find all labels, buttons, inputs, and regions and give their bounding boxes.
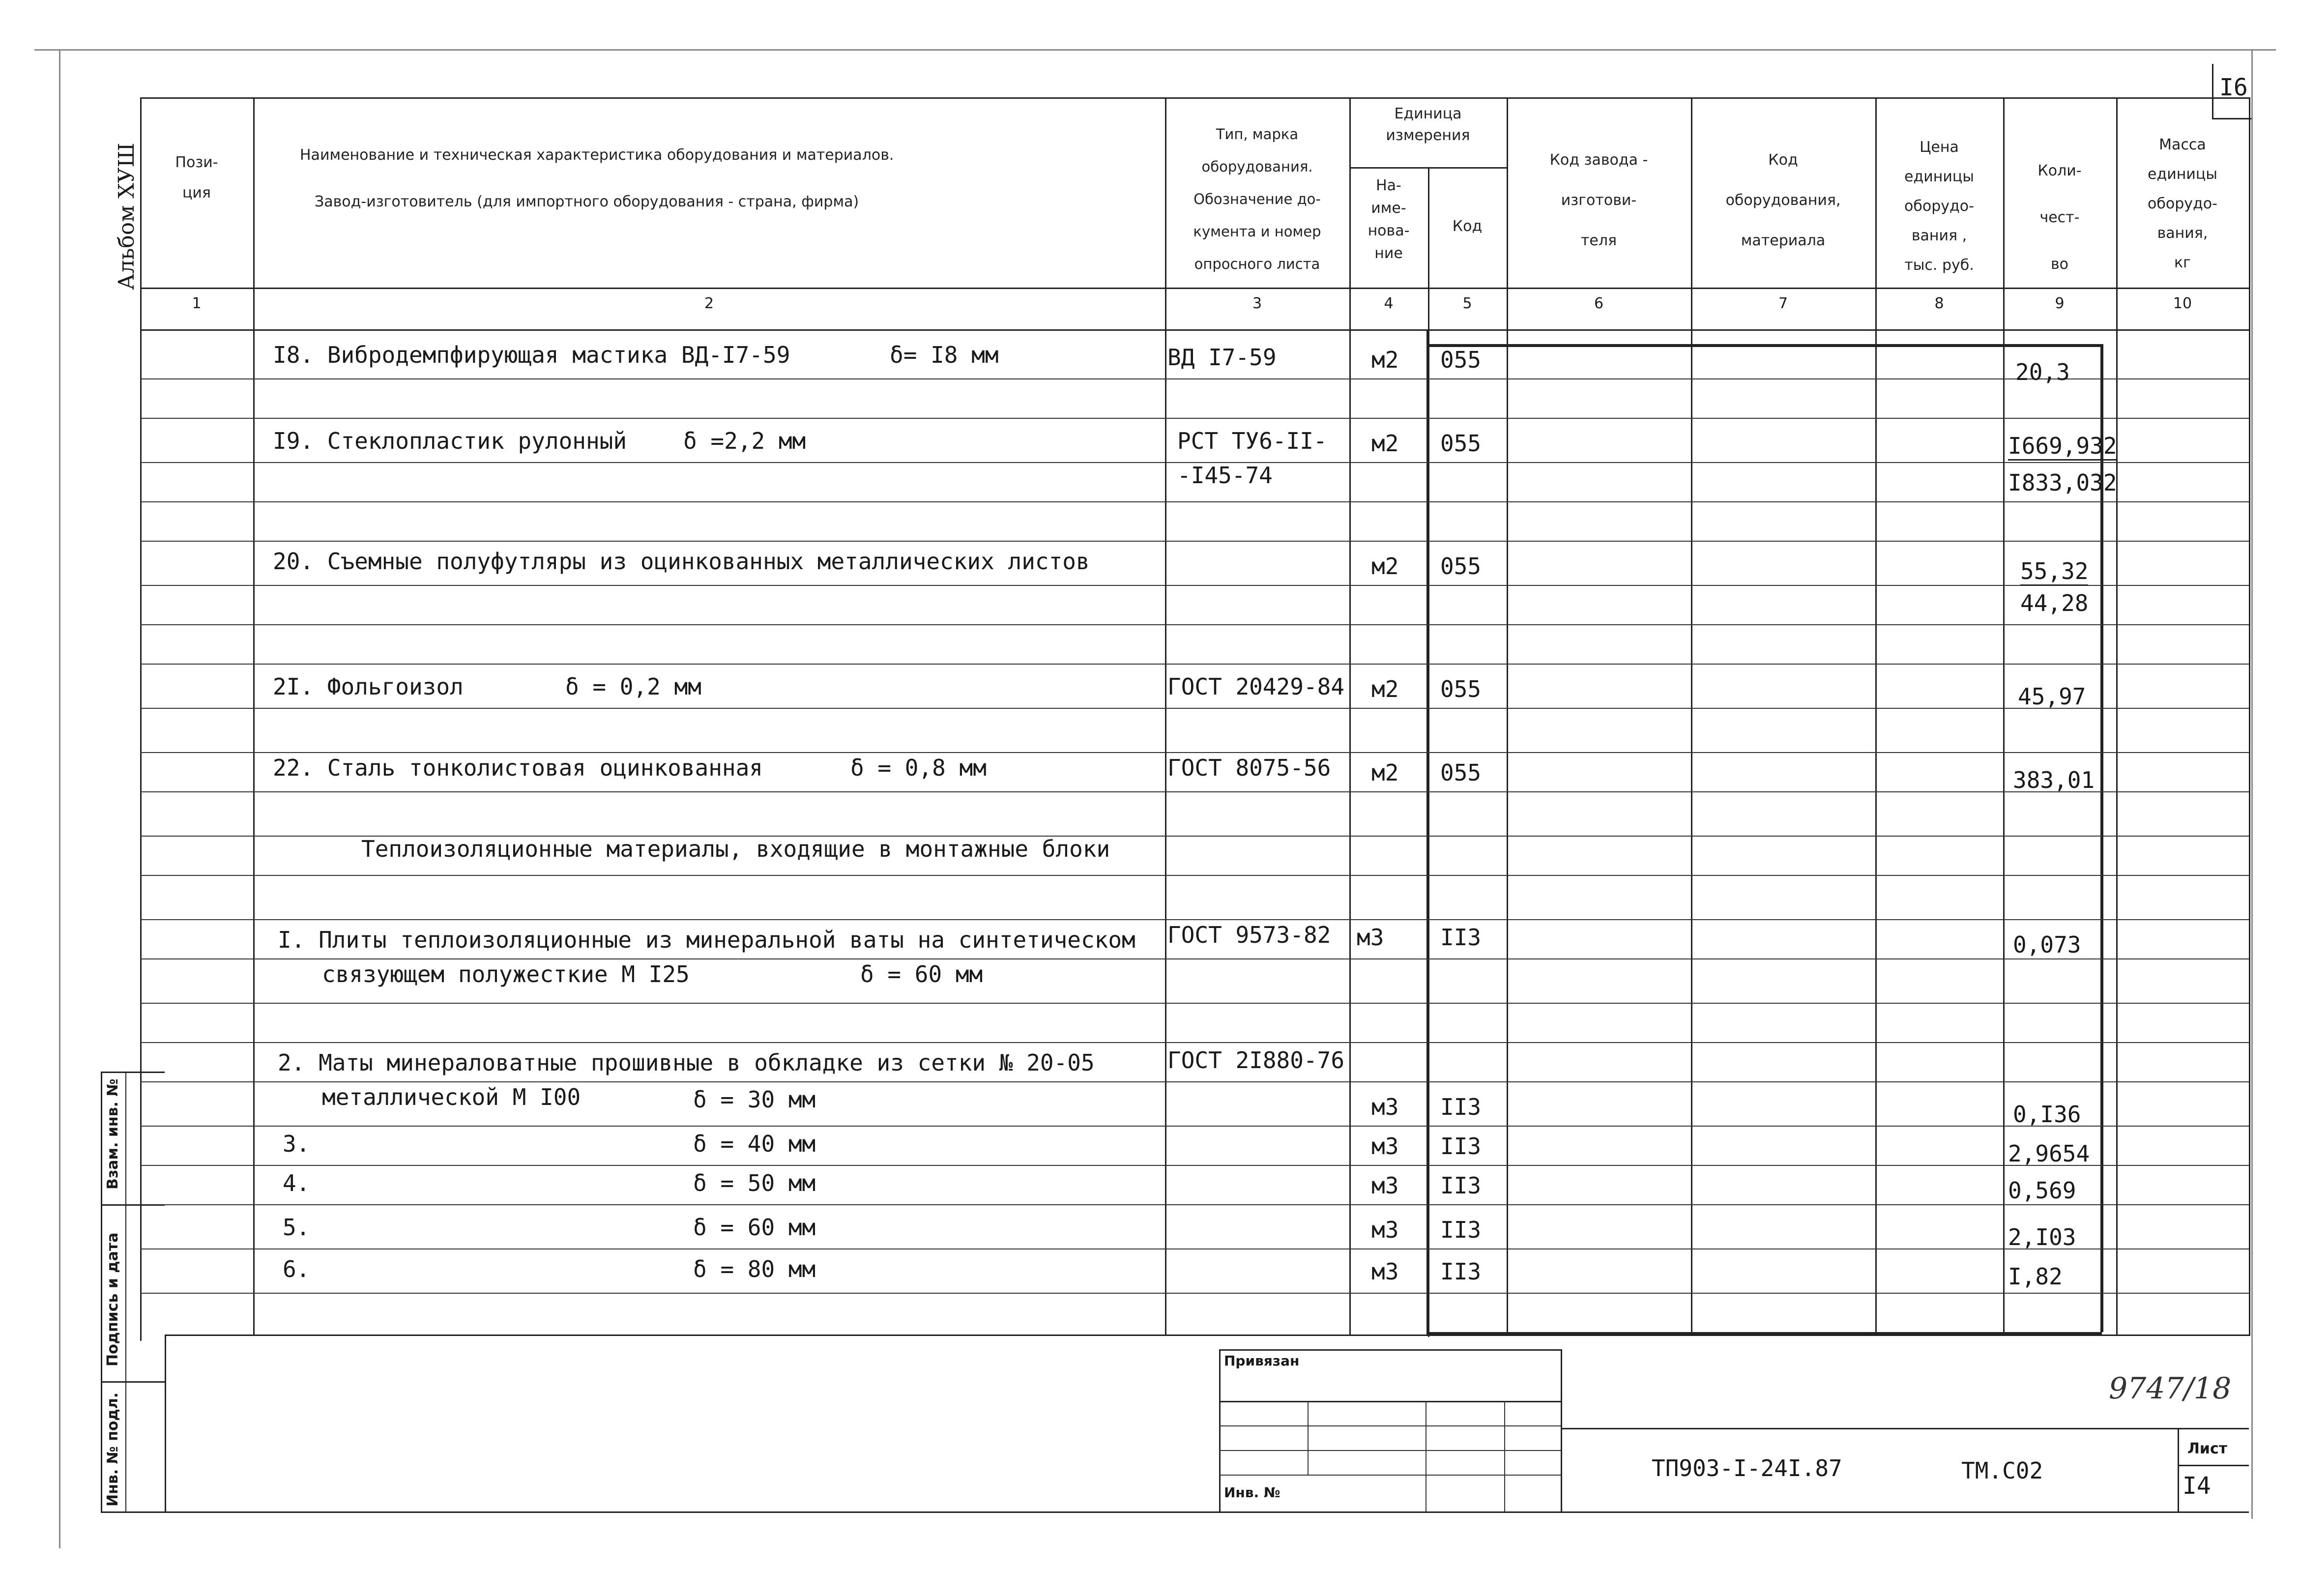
stamp-inv-orig: Инв. № подл. [104,1392,121,1507]
table-row-doc: ГОСТ 2I880-76 [1167,1047,1345,1074]
header-unit-code: Код [1452,218,1483,235]
header-name-line2: Завод-изготовитель (для импортного оборудования - страна, фирма) [315,193,859,210]
sheet-label: Лист [2187,1440,2228,1457]
table-row-code: 055 [1440,676,1482,702]
table-row-unit: м3 [1371,1133,1399,1160]
header-mass: Масса единицы оборудо- вания, кг [2148,136,2217,271]
table-row-unit: м2 [1371,430,1399,457]
table-row-qty: 0,I36 [2013,1101,2081,1128]
table-row-doc: ГОСТ 20429-84 [1167,673,1345,700]
header-type: Тип, марка оборудования. Обозначение до- кумента и номер опросного листа [1193,126,1321,272]
table-row-code: 055 [1440,553,1482,580]
table-row-code: 055 [1440,759,1482,786]
table-row-delta: δ = 0,2 мм [565,673,701,700]
table-row-code: II3 [1440,924,1482,951]
table-row-doc-2: -I45-74 [1177,462,1273,489]
table-row-unit: м3 [1357,924,1384,951]
table-row-unit: м2 [1371,759,1399,786]
table-row-doc: ВД I7-59 [1167,344,1277,371]
table-row-code: II3 [1440,1133,1482,1160]
header-unit-group: Единица измерения [1386,105,1470,144]
col-number-9: 9 [2055,295,2065,312]
table-row-delta: δ = 30 мм [693,1086,816,1113]
table-row-qty-2: I833,032 [2008,469,2117,496]
table-row-qty: I669,932 [2008,433,2117,461]
table-row-unit: м2 [1371,676,1399,702]
col-number-2: 2 [704,295,714,312]
table-row-unit: м3 [1371,1094,1399,1120]
table-row-code: 055 [1440,430,1482,457]
stamp-sign-date: Подпись и дата [104,1232,121,1366]
header-price: Цена единицы оборудо- вания , тыс. руб. [1904,139,1974,274]
table-row-delta: δ = 50 мм [693,1170,816,1196]
table-row-name: I9. Стеклопластик рулонный [273,428,627,454]
table-row-name: 5. [283,1214,310,1241]
table-row-qty: 2,9654 [2008,1140,2090,1167]
table-row-name-2: связующем полужесткие М I25 [322,961,690,987]
table-row-name: 3. [283,1131,310,1157]
col-number-6: 6 [1594,295,1604,312]
table-row-qty: 383,01 [2013,767,2095,793]
col-number-1: 1 [192,295,202,312]
table-row-code: II3 [1440,1217,1482,1243]
table-row-delta: δ = 60 мм [860,961,983,987]
col-number-8: 8 [1934,295,1944,312]
table-row-name: 22. Сталь тонколистовая оцинкованная [273,754,763,781]
table-row-code: 055 [1440,347,1482,373]
header-factory-code: Код завода - изготови- теля [1549,151,1648,249]
sheet-page: I4 [2183,1472,2211,1500]
col-number-10: 10 [2173,295,2192,312]
table-row-unit: м3 [1371,1258,1399,1285]
col-number-7: 7 [1778,295,1788,312]
table-row-doc: ГОСТ 9573-82 [1167,922,1331,948]
bound-label: Привязан [1224,1353,1300,1369]
table-row-name: 2. Маты минераловатные прошивные в обкладке из сетки № 20-05 [278,1049,1095,1076]
table-row-qty: 55,32 [2020,558,2088,586]
table-row-qty: 0,073 [2013,931,2081,958]
table-row-qty: I,82 [2008,1263,2063,1290]
col-number-5: 5 [1462,295,1472,312]
table-row-name: 6. [283,1256,310,1282]
table-row-name: металлической М I00 [322,1084,581,1110]
table-row-code: II3 [1440,1258,1482,1285]
handwritten-number: 9747/18 [2109,1371,2232,1406]
mark-code: ТМ.С02 [1961,1457,2043,1484]
header-equip-code: Код оборудования, материала [1725,151,1841,249]
table-row-delta: δ = 40 мм [693,1131,816,1157]
album-label: Альбом ХУШ [114,143,139,290]
table-row-name: 4. [283,1170,310,1196]
col-number-3: 3 [1252,295,1262,312]
table-row-delta: δ= I8 мм [890,342,999,368]
table-row-qty: 20,3 [2015,359,2070,385]
table-row-unit: м2 [1371,347,1399,373]
table-row-delta: δ = 0,8 мм [850,754,987,781]
header-unit-name: На- име- нова- ние [1368,177,1410,262]
inv-number-label: Инв. № [1224,1484,1280,1501]
table-row-code: II3 [1440,1172,1482,1199]
table-row-qty: 2,I03 [2008,1224,2076,1250]
table-row-doc: РСТ ТУ6-II- [1177,428,1327,454]
table-row-name: I8. Вибродемпфирующая мастика ВД-I7-59 [273,342,790,368]
table-row-name: I. Плиты теплоизоляционные из минеральной ваты на синтетическом [278,927,1135,953]
table-row-qty-2: 44,28 [2020,590,2089,616]
header-name-line1: Наименование и техническая характеристика оборудования и материалов. [300,146,894,164]
table-row-delta: δ = 60 мм [693,1214,816,1241]
table-row-qty: 0,569 [2008,1177,2076,1204]
header-qty: Коли- чест- во [2037,162,2082,273]
table-row-qty: 45,97 [2018,683,2086,710]
doc-code: ТП903-I-24I.87 [1652,1455,1842,1481]
table-row-unit: м3 [1371,1217,1399,1243]
sheet-number: I6 [2219,74,2248,101]
table-row-doc: ГОСТ 8075-56 [1167,754,1331,781]
table-row-name: 20. Съемные полуфутляры из оцинкованных металлических листов [273,548,1090,575]
table-row-unit: м3 [1371,1172,1399,1199]
table-row-name: 2I. Фольгоизол [273,673,464,700]
table-row-delta: δ =2,2 мм [683,428,806,454]
section-title: Теплоизоляционные материалы, входящие в монтажные блоки [361,836,1110,862]
col-number-4: 4 [1384,295,1394,312]
table-row-unit: м2 [1371,553,1399,580]
table-row-code: II3 [1440,1094,1482,1120]
stamp-vzam-inv: Взам. инв. № [104,1078,121,1190]
header-position: Пози- ция [175,154,218,202]
table-row-delta: δ = 80 мм [693,1256,816,1282]
